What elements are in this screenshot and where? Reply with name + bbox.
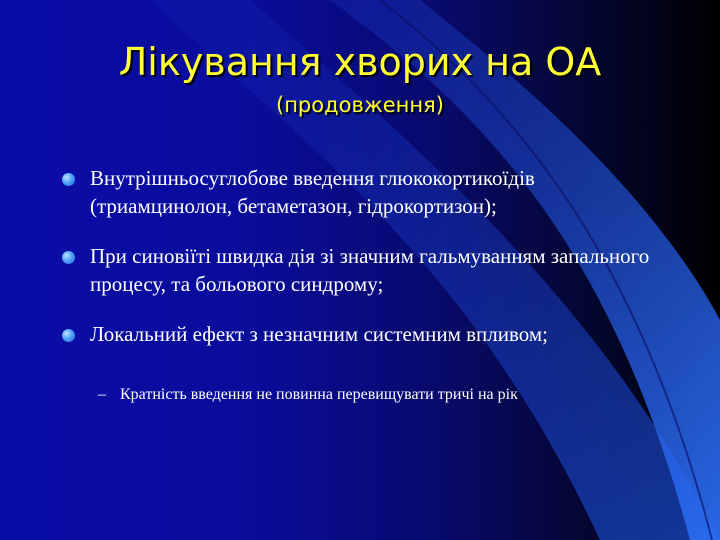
slide-title: Лікування хворих на ОА: [118, 40, 602, 84]
bullet-text: Внутрішньосуглобове введення глюкокортикоїдів (триамцинолон, бетаметазон, гідрокортизон);: [90, 166, 535, 218]
bullet-item: [62, 164, 662, 220]
sphere-bullet-icon: [62, 173, 75, 186]
bullet-list: [62, 164, 662, 348]
bullet-text: При синовіїті швидка дія зі значним гальмуванням запального процесу, та больового синдрому;: [90, 244, 650, 296]
bullet-text: Локальний ефект з незначним системним впливом;: [90, 322, 548, 346]
sphere-bullet-icon: [62, 329, 75, 342]
dash-marker: –: [98, 386, 106, 403]
sphere-bullet-icon: [62, 251, 75, 264]
bullet-item: [62, 242, 662, 298]
sub-bullet-item: [98, 384, 658, 406]
slide-subtitle: (продовження): [276, 93, 444, 117]
sub-bullet-text: Кратність введення не повинна перевищувати тричі на рік: [120, 386, 518, 403]
bullet-item: [62, 320, 662, 348]
